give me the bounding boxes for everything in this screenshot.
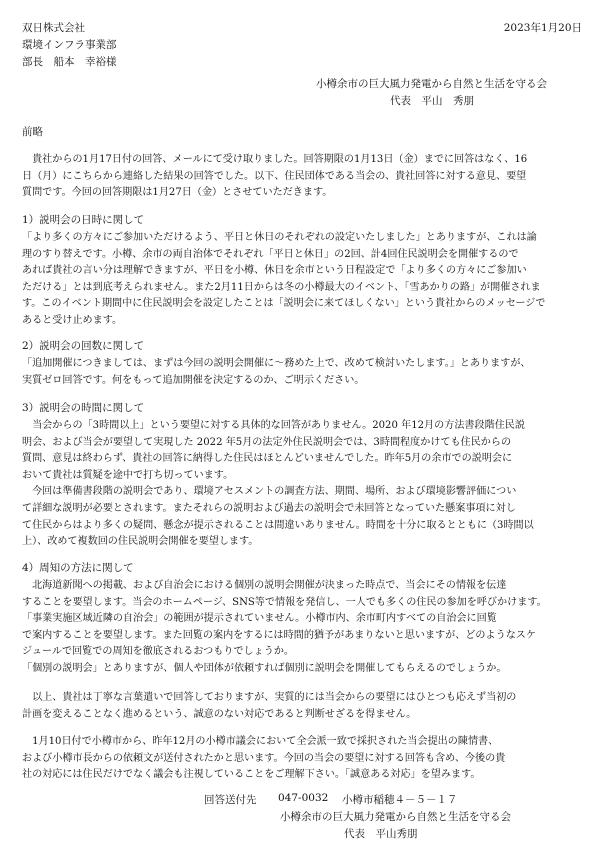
text-line: 以上、貴社は丁寧な言葉遣いで回答しておりますが、実質的には当会からの要望にはひとつも応えず当初の [22, 692, 517, 703]
text-line: 明会、および当会が要望して実現した 2022 年5月の法定外住民説明会では、3時間程度かけても住民からの [22, 436, 512, 448]
text-line: 上）、改めて複数回の住民説明会開催を要望します。 [22, 536, 259, 548]
text-line: 今回は準備書段階の説明会であり、環境アセスメントの調査方法、期間、場所、および環境影響評価につい [22, 486, 517, 498]
section-2-body [22, 356, 578, 389]
text-line: で案内することを要望します。また回覧の案内をするには時間的猶予があまりないと思いますが、どのようなスケ [22, 629, 536, 641]
intro-paragraph [22, 152, 578, 202]
section-4-body [22, 578, 578, 678]
text-line: ジュールで回覧での周知を徹底されるおつもりでしょうか。 [22, 646, 295, 658]
text-line: 1月10日付で小樽市から、昨年12月の小樽市議会において全会派一致で採択された当会提出の陳情書、 [22, 736, 499, 747]
text-line: ただける」とは到底考えられません。また2月11日からは冬の小樽最大のイベント、「雪あかりの路」が開催されま [22, 281, 541, 293]
section-1-body [22, 230, 578, 330]
text-line: 「追加開催につきましては、まずは今回の説明会開催に～務めた上で、改めて検討いたします。」とありますが、 [22, 358, 531, 369]
text-line: および小樽市長からの依頼文が送付されたかと思います。今回の当会の要望に対する回答も含め、今後の貴 [22, 752, 506, 764]
recipient-department: 環境インフラ事業部 [22, 39, 117, 51]
text-line: 社の対応には住民だけでなく議会も注視していることをご理解下さい。「誠意ある対応」を望みます。 [22, 769, 481, 781]
text-line: て住民からはより多くの疑問、懸念が提示されることは間違いありません。時間を十分に取るとともに（3時間以 [22, 519, 534, 531]
text-line: 実質ゼロ回答です。何をもって追加開催を決定するのか、ご明示ください。 [22, 374, 365, 386]
footer-representative: 代表 平山秀朋 [344, 828, 418, 840]
letter-date: 2023年1月20日 [503, 22, 582, 34]
text-line: 理のすり替えです。小樽、余市の両自治体でそれぞれ「平日と休日」の2回、計4回住民説明会を開催するので [22, 248, 519, 260]
reply-street-address: 小樽市稲穂４－５－１７ [342, 794, 458, 806]
text-line: 北海道新聞への掲載、および自治会における個別の説明会開催が決まった時点で、当会にその情報を伝達 [22, 580, 507, 591]
text-line: 日（月）にこちらから連絡した結果の回答でした。以下、住民団体である当会の、貴社回答に対する意見、要望 [22, 170, 527, 182]
recipient-company: 双日株式会社 [22, 22, 85, 34]
text-line: 「より多くの方々にご参加いただけるよう、平日と休日のそれぞれの設定いたしました」とありますが、これは論 [22, 232, 537, 243]
salutation: 前略 [22, 126, 43, 138]
text-line: す。このイベント期間中に住民説明会を設定したことは「説明会に来てほしくない」という貴社からのメッセージで [22, 298, 546, 310]
section-1-heading: 1）説明会の日時に関して [22, 214, 145, 226]
text-line: 質問、意見は終わらず、貴社の回答に納得した住民はほとんどいませんでした。昨年5月の余市での説明会に [22, 453, 513, 465]
section-4-heading: 4）周知の方法に関して [22, 562, 134, 574]
text-line: 計画を変えることなく進めるという、誠意のない対応であると判断せざるを得ません。 [22, 708, 417, 720]
text-line: あると受け止めます。 [22, 314, 123, 326]
reply-address-label: 回答送付先 [204, 794, 257, 806]
text-line: おいて貴社は質疑を途中で打ち切っています。 [22, 469, 234, 481]
sender-organization: 小樽余市の巨大風力発電から自然と生活を守る会 [316, 78, 547, 90]
footer-organization: 小樽余市の巨大風力発電から自然と生活を守る会 [280, 811, 511, 823]
section-3-heading: 3）説明会の時間に関して [22, 402, 145, 414]
section-3-body [22, 418, 578, 551]
sender-representative: 代表 平山 秀朋 [390, 95, 474, 107]
text-line: 「事業実施区域近隣の自治会」の範囲が提示されていません。小樽市内、余市町内すべての自治会に回覧 [22, 613, 497, 625]
text-line: 貴社からの1月17日付の回答、メールにて受け取りました。回答期限の1月13日（金）までに回答はなく、16 [22, 154, 528, 165]
text-line: て詳細な説明が必要とされます。またそれらの説明および過去の説明会で未回答となっていた懸案事項に対し [22, 502, 516, 514]
closing-paragraph-2 [22, 734, 578, 784]
text-line: 「個別の説明会」とありますが、個人や団体が依頼すれば個別に説明会を開催してもらえるのでしょうか。 [22, 662, 507, 674]
reply-postal-code: 047-0032 [278, 792, 329, 804]
section-2-heading: 2）説明会の回数に関して [22, 340, 145, 352]
closing-paragraph-1 [22, 690, 578, 723]
text-line: 当会からの「3時間以上」という要望に対する具体的な回答がありません。2020 年12月の方法書段階住民説 [22, 420, 525, 431]
text-line: することを要望します。当会のホームページ、SNS等で情報を発信し、一人でも多くの住民の参加を呼びかけます。 [22, 596, 547, 608]
recipient-name: 部長 船本 幸裕様 [22, 56, 117, 68]
text-line: 質問です。今回の回答期限は1月27日（金）とさせていただきます。 [22, 187, 333, 199]
text-line: あれば貴社の言い分は理解できますが、平日を小樽、休日を余市という日程設定で「より多くの方々にご参加い [22, 265, 527, 277]
